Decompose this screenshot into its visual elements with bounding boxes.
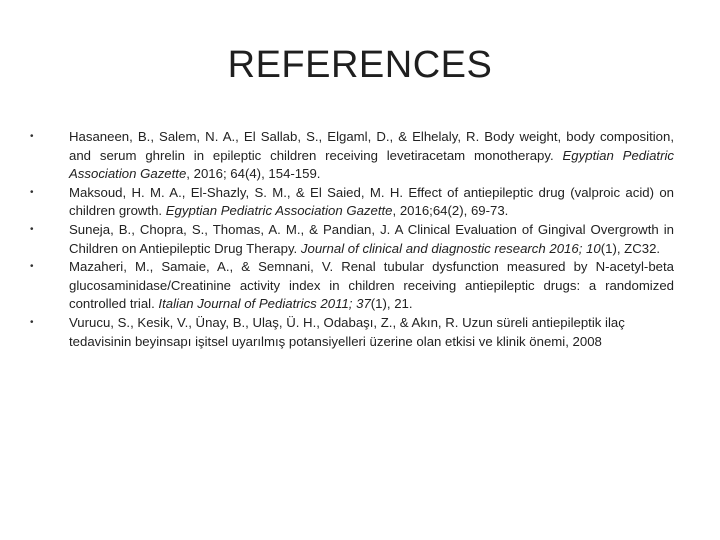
reference-journal: Italian Journal of Pediatrics 2011; 37 bbox=[158, 296, 371, 312]
bullet-icon: • bbox=[30, 131, 34, 142]
reference-details: , 2016;64(2), 69-73. bbox=[392, 203, 509, 219]
page-title: REFERENCES bbox=[227, 44, 493, 86]
reference-item bbox=[30, 314, 674, 351]
reference-list bbox=[30, 128, 674, 351]
reference-text: Vurucu, S., Kesik, V., Ünay, B., Ulaş, Ü. H., Odabaşı, Z., & Akın, R. Uzun süreli antiepileptik ilaç tedavisinin beyinsapı işitsel uyarılmış potansiyelleri üzerine olan etkisi ve klinik önemi, 2008 bbox=[69, 314, 625, 349]
bullet-icon: • bbox=[30, 261, 34, 273]
reference-item bbox=[30, 128, 674, 184]
reference-text: Suneja, B., Chopra, S., Thomas, A. M., & Pandian, J. A Clinical Evaluation of Gingival Overgrowth in Children on Antiepileptic Drug Therapy. bbox=[69, 221, 674, 256]
reference-text: Hasaneen, B., Salem, N. A., El Sallab, S., Elgaml, D., & Elhelaly, R. Body weight, body composition, and serum ghrelin in epileptic children receiving levetiracetam monotherapy. bbox=[69, 129, 674, 163]
reference-details: (1), ZC32. bbox=[600, 240, 661, 256]
reference-journal: Journal of clinical and diagnostic research 2016; 10 bbox=[300, 240, 601, 256]
reference-text: Maksoud, H. M. A., El-Shazly, S. M., & El Saied, M. H. Effect of antiepileptic drug (valproic acid) on children growth. bbox=[69, 184, 674, 219]
reference-item bbox=[30, 258, 674, 314]
bullet-icon: • bbox=[30, 223, 34, 235]
reference-text: Mazaheri, M., Samaie, A., & Semnani, V. Renal tubular dysfunction measured by N-acetyl-beta glucosaminidase/Creatinine activity index in children receiving antiepileptic drugs: a randomized controlled trial. bbox=[69, 259, 674, 312]
reference-details: (1), 21. bbox=[370, 296, 413, 312]
reference-item bbox=[30, 221, 674, 258]
reference-item bbox=[30, 184, 674, 221]
bullet-icon: • bbox=[30, 316, 34, 328]
reference-journal: Egyptian Pediatric Association Gazette bbox=[69, 147, 674, 182]
bullet-icon: • bbox=[30, 186, 34, 198]
reference-details: , 2016; 64(4), 154-159. bbox=[186, 166, 321, 182]
reference-journal: Egyptian Pediatric Association Gazette bbox=[165, 203, 393, 219]
